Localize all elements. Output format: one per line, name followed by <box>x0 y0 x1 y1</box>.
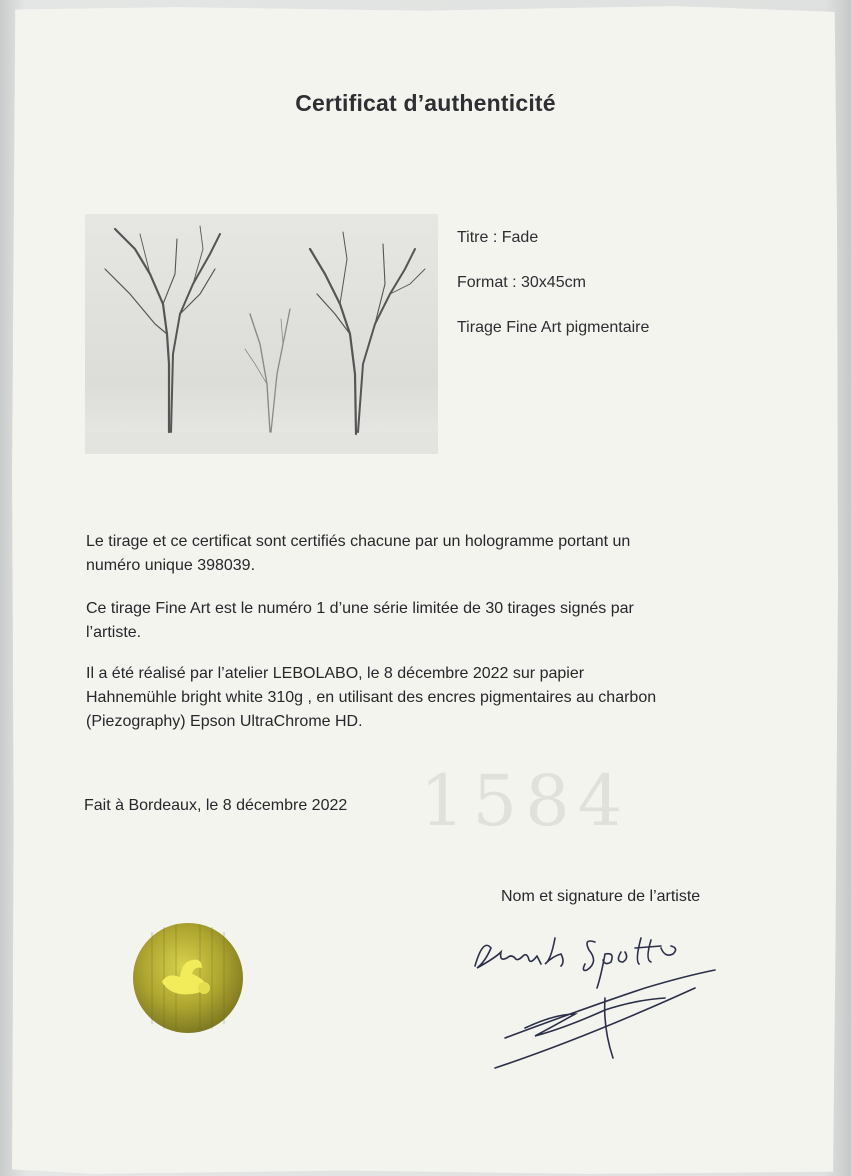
paragraph-line: numéro unique 398039. <box>86 557 256 574</box>
paragraph-line: Il a été réalisé par l’atelier LEBOLABO, le 8 décembre 2022 sur papier <box>86 665 585 682</box>
artist-signature <box>465 918 725 1078</box>
paragraph-line: Hahnemühle bright white 310g , en utilisant des encres pigmentaires au charbon <box>86 689 657 706</box>
paragraph-hologram <box>86 530 736 578</box>
detail-print-type: Tirage Fine Art pigmentaire <box>457 319 650 336</box>
paragraph-line: l’artiste. <box>86 624 142 641</box>
paragraph-line: Le tirage et ce certificat sont certifiés chacune par un hologramme portant un <box>86 533 631 550</box>
paragraph-line: Ce tirage Fine Art est le numéro 1 d’une série limitée de 30 tirages signés par <box>86 600 634 617</box>
detail-title: Titre : Fade <box>457 229 539 246</box>
detail-format: Format : 30x45cm <box>457 274 586 291</box>
hologram-seal-icon <box>132 922 244 1034</box>
signature-label: Nom et signature de l’artiste <box>501 888 701 905</box>
place-and-date: Fait à Bordeaux, le 8 décembre 2022 <box>84 797 348 814</box>
page-title: Certificat d’authenticité <box>295 90 556 116</box>
paragraph-edition <box>86 597 736 645</box>
paragraph-line: (Piezography) Epson UltraChrome HD. <box>86 713 363 730</box>
embossed-stamp: 1584 <box>420 760 631 842</box>
paragraph-production <box>86 662 736 734</box>
artwork-photo <box>85 214 438 454</box>
